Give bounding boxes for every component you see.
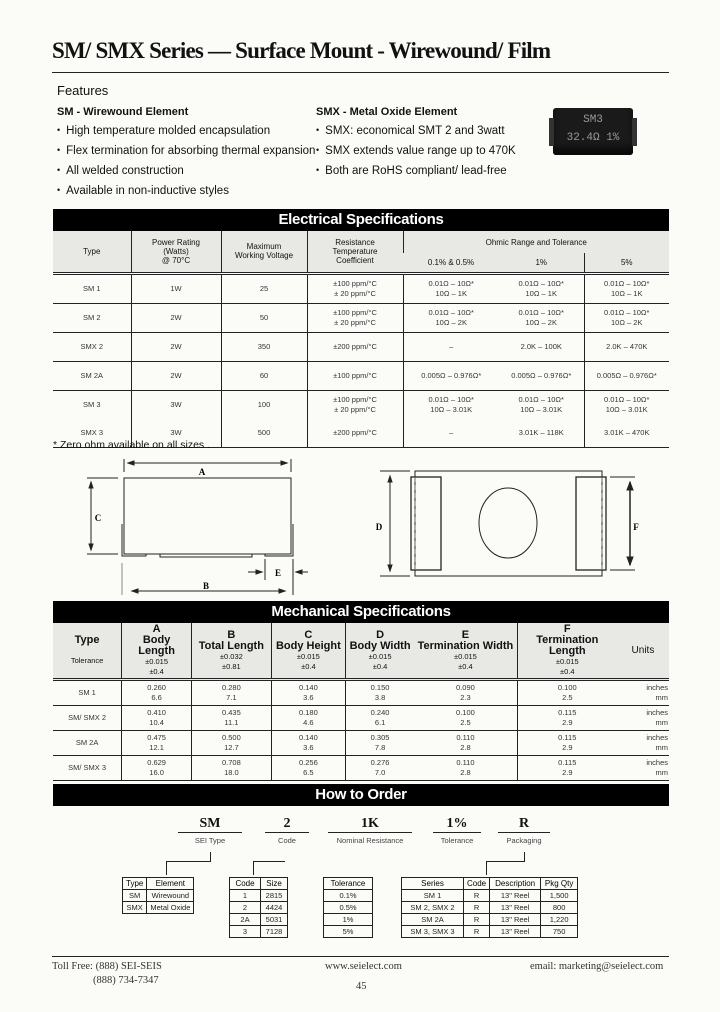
dim-label-f: F — [633, 522, 639, 532]
dim-label-d: D — [375, 522, 383, 532]
feature-item: • Both are RoHS compliant/ lead-free — [316, 161, 516, 181]
order-code-tolerance: 1% Tolerance — [433, 816, 481, 845]
table-row: 0.5% — [324, 902, 373, 914]
connector-line — [524, 852, 525, 861]
email-link[interactable]: email: marketing@seielect.com — [530, 961, 664, 972]
col-voltage: Maximum Working Voltage — [221, 231, 307, 273]
dim-label-a: A — [198, 467, 206, 477]
col-type: Type — [53, 231, 131, 273]
mechanical-specs-banner: Mechanical Specifications — [53, 601, 669, 623]
order-code-resistance: 1K Nominal Resistance — [328, 816, 412, 845]
phone-number: (888) 734-7347 — [93, 975, 159, 986]
right-termination — [632, 118, 637, 146]
photo-marking-1: SM3 — [583, 114, 603, 126]
col-tol-5: 5% — [584, 253, 669, 273]
table-row: SM 2A R 13" Reel 1,220 — [402, 914, 578, 926]
table-row: SM 1 R 13" Reel 1,500 — [402, 890, 578, 902]
dim-label-c: C — [94, 513, 102, 523]
table-row: 2 4424 — [230, 902, 288, 914]
connector-line — [486, 861, 525, 862]
connector-line — [253, 861, 285, 862]
tolerance-table: Tolerance 0.1% 0.5% 1% 5% — [323, 877, 373, 938]
packaging-table: Series Code Description Pkg Qty SM 1 R 13" Reel 1,500 SM 2, SMX 2 R 13" Reel 800 SM 2A R 13" Reel 1,220 SM 3, SMX 3 R 13" Reel 750 — [401, 877, 578, 938]
col-e: E Termination Width ±0.015 ±0.4 — [414, 623, 517, 680]
col-f: F Termination Length ±0.015 ±0.4 — [517, 623, 617, 680]
order-code-packaging: R Packaging — [498, 816, 550, 845]
feature-item: • High temperature molded encapsulation — [57, 121, 315, 141]
side-view-diagram — [50, 455, 350, 595]
col-ohmic-range: Ohmic Range and Tolerance — [403, 231, 669, 253]
smx-heading: SMX - Metal Oxide Element — [316, 106, 458, 118]
feature-item: • Flex termination for absorbing thermal expansion — [57, 141, 315, 161]
table-row: 2A 5031 — [230, 914, 288, 926]
col-power: Power Rating (Watts) @ 70°C — [131, 231, 221, 273]
table-row: 1 2815 — [230, 890, 288, 902]
order-code-size: 2 Code — [265, 816, 309, 845]
table-row: SM/ SMX 2 0.410 10.4 0.435 11.1 0.180 4.6 0.240 6.1 0.100 2.5 0.115 2.9 inches mm — [53, 706, 669, 731]
order-code-sei-type: SM SEI Type — [178, 816, 242, 845]
features-heading: Features — [57, 83, 109, 98]
table-row: SM Wirewound — [123, 890, 194, 902]
table-row: SM 1 0.260 6.6 0.280 7.1 0.140 3.6 0.150 3.8 0.090 2.3 0.100 2.5 inches mm — [53, 680, 669, 706]
sm-features — [57, 106, 315, 201]
feature-item: • All welded construction — [57, 161, 315, 181]
table-row: SMX 3 3W 500 ±200 ppm/°C – 3.01K – 118K 3.01K – 470K — [53, 419, 669, 448]
sm-heading: SM - Wirewound Element — [57, 106, 189, 118]
table-row: SM 3 3W 100 ±100 ppm/°C ± 20 ppm/°C 0.01Ω – 10Ω* 10Ω – 3.01K 0.01Ω – 10Ω* 10Ω – 3.01K 0.01Ω – 10Ω* 10Ω – 3.01K — [53, 390, 669, 419]
table-row: SM 2A 2W 60 ±100 ppm/°C 0.005Ω – 0.976Ω* 0.005Ω – 0.976Ω* 0.005Ω – 0.976Ω* — [53, 361, 669, 390]
connector-line — [166, 861, 167, 875]
table-row: 3 7128 — [230, 926, 288, 938]
table-row: SMX 2 2W 350 ±200 ppm/°C – 2.0K – 100K 2.0K – 470K — [53, 332, 669, 361]
table-row: SM/ SMX 3 0.629 16.0 0.708 18.0 0.256 6.5 0.276 7.0 0.110 2.8 0.115 2.9 inches mm — [53, 756, 669, 781]
table-row: 1% — [324, 914, 373, 926]
page-number: 45 — [356, 981, 367, 992]
col-c: C Body Height ±0.015 ±0.4 — [271, 623, 345, 680]
col-type: Type Tolerance — [53, 623, 122, 680]
table-row: 5% — [324, 926, 373, 938]
feature-item: • SMX extends value range up to 470K — [316, 141, 516, 161]
table-row: SM 3, SMX 3 R 13" Reel 750 — [402, 926, 578, 938]
col-a: A Body Length ±0.015 ±0.4 — [122, 623, 192, 680]
toll-free-number: Toll Free: (888) SEI-SEIS — [52, 961, 162, 972]
code-size-table: Code Size 1 2815 2 4424 2A 5031 3 7128 — [229, 877, 288, 938]
type-element-table: Type Element SM Wirewound SMX Metal Oxide — [122, 877, 194, 914]
photo-marking-2: 32.4Ω 1% — [566, 132, 620, 144]
connector-line — [210, 852, 211, 861]
website-link[interactable]: www.seielect.com — [325, 961, 402, 972]
connector-line — [253, 861, 254, 875]
dim-label-b: B — [202, 581, 210, 591]
how-to-order-banner: How to Order — [53, 784, 669, 806]
left-termination — [549, 118, 554, 146]
electrical-specs-banner: Electrical Specifications — [53, 209, 669, 231]
feature-item: • SMX: economical SMT 2 and 3watt — [316, 121, 516, 141]
smx-features — [316, 106, 516, 181]
col-tol-1: 1% — [499, 253, 584, 273]
col-tcr: Resistance Temperature Coefficient — [307, 231, 403, 273]
col-b: B Total Length ±0.032 ±0.81 — [191, 623, 271, 680]
footer-divider — [52, 956, 669, 957]
col-units: Units — [617, 623, 669, 680]
resistor-photo — [553, 108, 633, 155]
zero-ohm-footnote: * Zero ohm available on all sizes . — [53, 439, 210, 451]
col-tol-01-05: 0.1% & 0.5% — [403, 253, 499, 273]
electrical-specs-table — [53, 231, 669, 448]
page-title: SM/ SMX Series — Surface Mount - Wirewound/ Film — [52, 38, 551, 63]
mechanical-specs-table — [53, 623, 669, 781]
connector-line — [486, 861, 487, 875]
top-view-diagram — [360, 455, 660, 595]
dim-label-e: E — [274, 568, 282, 578]
table-row: SM 2A 0.475 12.1 0.500 12.7 0.140 3.6 0.305 7.8 0.110 2.8 0.115 2.9 inches mm — [53, 731, 669, 756]
table-row: 0.1% — [324, 890, 373, 902]
table-row: SMX Metal Oxide — [123, 902, 194, 914]
feature-item: • Available in non-inductive styles — [57, 181, 315, 201]
table-row: SM 2 2W 50 ±100 ppm/°C ± 20 ppm/°C 0.01Ω – 10Ω* 10Ω – 2K 0.01Ω – 10Ω* 10Ω – 2K 0.01Ω – 10Ω* 10Ω – 2K — [53, 303, 669, 332]
table-row: SM 2, SMX 2 R 13" Reel 800 — [402, 902, 578, 914]
title-divider — [52, 72, 669, 73]
table-row: SM 1 1W 25 ±100 ppm/°C ± 20 ppm/°C 0.01Ω – 10Ω* 10Ω – 1K 0.01Ω – 10Ω* 10Ω – 1K 0.01Ω – 10Ω* 10Ω – 1K — [53, 273, 669, 303]
connector-line — [166, 861, 211, 862]
col-d: D Body Width ±0.015 ±0.4 — [345, 623, 414, 680]
